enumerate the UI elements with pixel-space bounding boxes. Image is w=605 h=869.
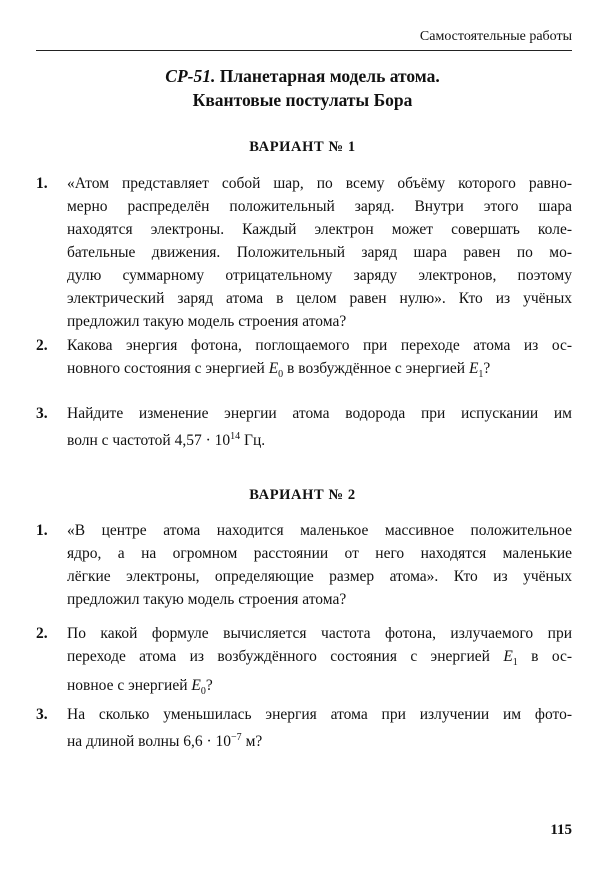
task-text-line: предложил такую модель строения атома? xyxy=(67,591,347,608)
task-text-line: дулю суммарному отрицательному заряду электронов, поэтому xyxy=(67,267,572,284)
worksheet-title-text: Планетарная модель атома. xyxy=(219,66,440,86)
worksheet-code: СР-51. xyxy=(165,66,216,86)
worksheet-title-line-2: Квантовые постулаты Бора xyxy=(192,90,413,110)
task-number: 2. xyxy=(36,625,48,642)
variant-2-task-3 xyxy=(36,703,572,753)
task-text-line: новное с энергией $E_0$? xyxy=(67,677,213,698)
task-text-line: переходе атома из возбуждённого состояния с энергией $E_1$ в ос- xyxy=(67,648,572,669)
task-text-line: новного состояния с энергией $E_0$ в возбуждённое с энергией $E_1$? xyxy=(67,360,491,381)
energy-symbol: E xyxy=(191,677,201,695)
energy-symbol: E xyxy=(268,360,279,377)
variant-1-task-1 xyxy=(36,172,572,333)
energy-symbol: E xyxy=(468,360,479,377)
variant-1-task-3 xyxy=(36,402,572,452)
task-number: 3. xyxy=(36,405,48,422)
task-number: 1. xyxy=(36,522,48,539)
task-text-line: По какой формуле вычисляется частота фотона, излучаемого при xyxy=(67,625,572,642)
variant-1-task-2 xyxy=(36,334,572,386)
task-number: 1. xyxy=(36,175,48,192)
task-text-line: находятся электроны. Каждый электрон может совершать коле- xyxy=(67,221,572,238)
task-text-line: «Атом представляет собой шар, по всему объёму которого равно- xyxy=(67,175,572,192)
page-number: 115 xyxy=(550,822,572,838)
task-text-line: ядро, а на огромном расстоянии от него находятся маленькие xyxy=(67,545,572,562)
task-text-line: «В центре атома находится маленькое массивное положительное xyxy=(67,522,572,539)
variant-1-heading: ВАРИАНТ № 1 xyxy=(249,139,356,155)
section-title: Самостоятельные работы xyxy=(419,29,572,44)
task-text-line: волн с частотой $4,57 \cdot 10^{14}$ Гц. xyxy=(67,431,266,450)
task-number: 3. xyxy=(36,706,48,723)
worksheet-title-line-1 xyxy=(0,66,605,87)
task-text-line: электрический заряд атома в целом равен нулю». Кто из учёных xyxy=(67,290,572,307)
variant-2-task-1 xyxy=(36,519,572,611)
variant-2-task-2 xyxy=(36,622,572,703)
task-text-line: Какова энергия фотона, поглощаемого при переходе атома из ос- xyxy=(67,337,572,354)
energy-symbol: E xyxy=(503,648,513,665)
task-number: 2. xyxy=(36,337,48,354)
task-text-line: Найдите изменение энергии атома водорода при испускании им xyxy=(67,405,572,422)
running-header xyxy=(36,28,572,51)
task-text-line: лёгкие электроны, определяющие размер атома». Кто из учёных xyxy=(67,568,572,585)
task-text-line: На сколько уменьшилась энергия атома при излучении им фото- xyxy=(67,706,572,723)
task-text-line: на длиной волны $6,6 \cdot 10^{-7}$ м? xyxy=(67,732,263,751)
variant-2-heading: ВАРИАНТ № 2 xyxy=(249,487,356,503)
task-text-line: бательные движения. Положительный заряд шара равен по мо- xyxy=(67,244,572,261)
task-text-line: мерно распределён положительный заряд. Внутри этого шара xyxy=(67,198,572,215)
task-text-line: предложил такую модель строения атома? xyxy=(67,313,347,330)
